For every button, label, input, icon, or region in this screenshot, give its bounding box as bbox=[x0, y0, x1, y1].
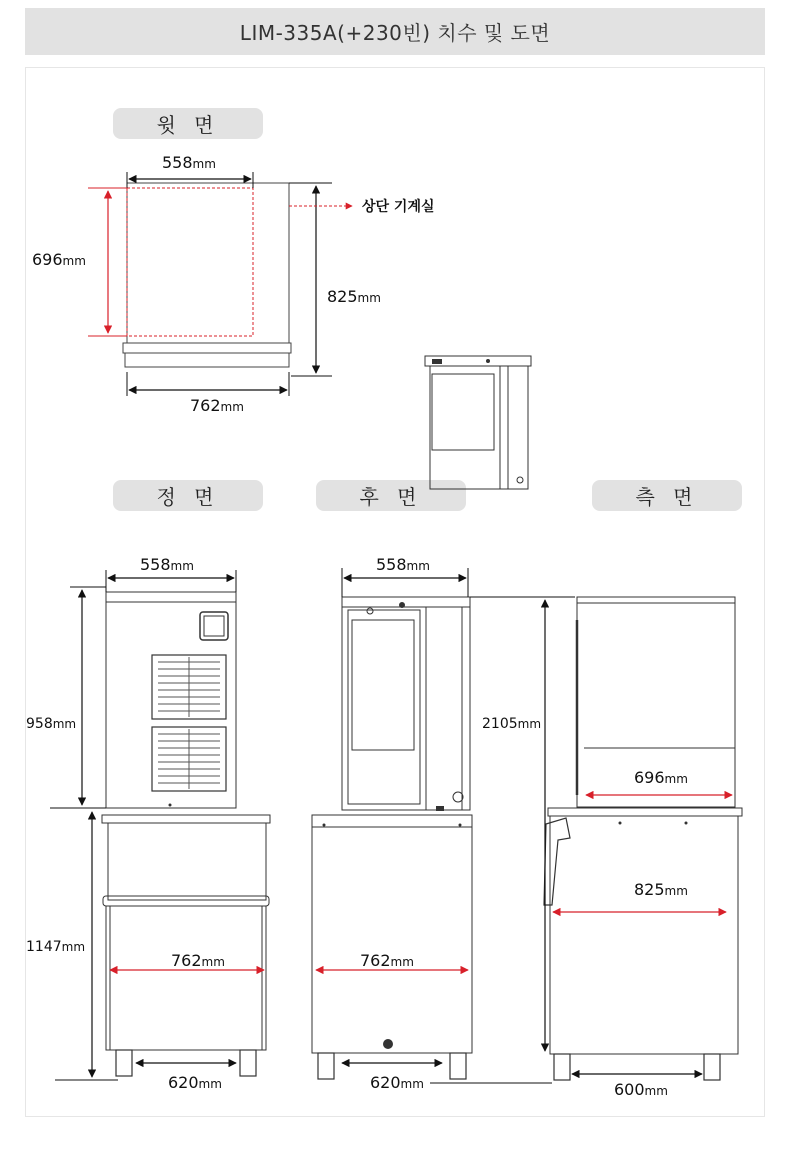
page-title: LIM-335A(+230빈) 치수 및 도면 bbox=[25, 8, 765, 55]
dim-rear-leg-span: 620mm bbox=[370, 1073, 424, 1092]
machine-room-note: 상단 기계실 bbox=[362, 199, 435, 215]
dim-rear-width: 558mm bbox=[376, 555, 430, 574]
label-rear-view: 후 면 bbox=[316, 480, 466, 511]
dim-front-width: 558mm bbox=[140, 555, 194, 574]
dim-top-overall-width: 762mm bbox=[190, 396, 244, 415]
dim-side-bin-depth: 825mm bbox=[634, 880, 688, 899]
dim-side-leg-span: 600mm bbox=[614, 1080, 668, 1099]
label-front-view: 정 면 bbox=[113, 480, 263, 511]
rear-view-drawing bbox=[312, 568, 575, 1083]
side-view-drawing bbox=[544, 597, 742, 1080]
dim-top-width: 558mm bbox=[162, 153, 216, 172]
top-view-drawing bbox=[88, 172, 352, 396]
label-side-view: 측 면 bbox=[592, 480, 742, 511]
dim-side-machine-depth: 696mm bbox=[634, 768, 688, 787]
rear-machine-detail bbox=[425, 356, 531, 489]
dim-top-depth: 696mm bbox=[32, 250, 86, 269]
dim-top-overall-depth: 825mm bbox=[327, 287, 381, 306]
dim-side-total-height: 2105mm bbox=[482, 716, 542, 732]
dim-front-total-height: 1147mm bbox=[26, 939, 86, 955]
front-view-drawing bbox=[50, 570, 270, 1080]
dim-front-bin-width: 762mm bbox=[171, 951, 225, 970]
dim-front-machine-height: 958mm bbox=[26, 716, 77, 732]
dim-rear-bin-width: 762mm bbox=[360, 951, 414, 970]
label-top-view: 윗 면 bbox=[113, 108, 263, 139]
dim-front-leg-span: 620mm bbox=[168, 1073, 222, 1092]
